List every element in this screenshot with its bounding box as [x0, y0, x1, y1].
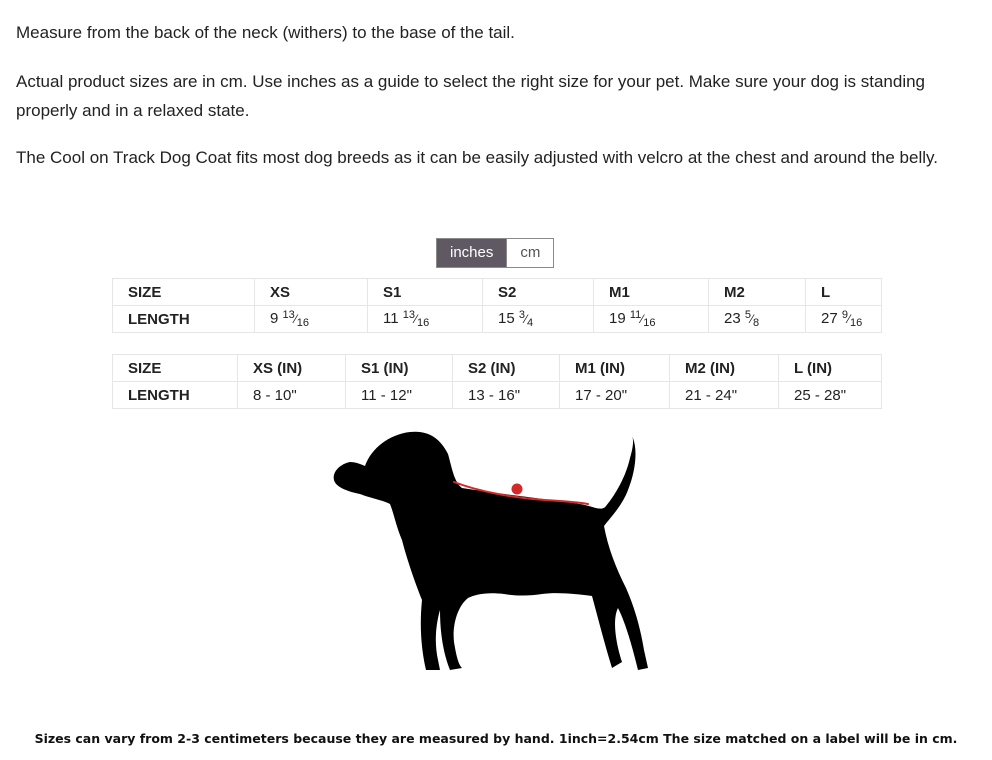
- fraction-denominator: 16: [296, 317, 310, 329]
- size-header: SIZE: [113, 279, 255, 306]
- length-fraction: $^{13}⁄_{16}$: [402, 309, 430, 329]
- length-fraction: $^5⁄_8$: [744, 309, 760, 329]
- length-cell: [594, 306, 709, 333]
- size-m1: M1: [594, 279, 709, 306]
- unit-toggle: [436, 238, 554, 268]
- fraction-denominator: 8: [753, 317, 760, 329]
- dog-measurement-illustration: [330, 428, 660, 673]
- fraction-denominator: 16: [417, 317, 430, 329]
- cm-button[interactable]: cm: [506, 239, 553, 267]
- range-cell: 8 - 10": [238, 382, 346, 409]
- length-whole: 19: [609, 310, 626, 327]
- length-fraction: $^9⁄_{16}$: [841, 309, 863, 329]
- length-cell: [368, 306, 483, 333]
- length-fraction: $^3⁄_4$: [518, 309, 534, 329]
- length-whole: 15: [498, 310, 515, 327]
- length-whole: 11: [383, 310, 399, 327]
- size-xs-in: XS (IN): [238, 355, 346, 382]
- range-cell: 13 - 16": [453, 382, 560, 409]
- length-whole: 27: [821, 310, 838, 327]
- size-xs: XS: [255, 279, 368, 306]
- fraction-numerator: 5: [744, 309, 751, 321]
- inches-button[interactable]: inches: [437, 239, 506, 267]
- range-cell: 17 - 20": [560, 382, 670, 409]
- size-m2: M2: [709, 279, 806, 306]
- size-m2-in: M2 (IN): [670, 355, 779, 382]
- withers-marker: [512, 484, 523, 495]
- length-label: LENGTH: [113, 382, 238, 409]
- footnote: Sizes can vary from 2-3 centimeters because they are measured by hand. 1inch=2.54cm The size matched on a label will be in cm.: [34, 731, 958, 746]
- fraction-denominator: 4: [527, 317, 534, 329]
- fraction-denominator: 16: [643, 317, 656, 329]
- length-fraction: $^{13}⁄_{16}$: [282, 309, 310, 329]
- fraction-numerator: 11: [629, 309, 642, 321]
- table-header-row: [113, 279, 882, 306]
- length-cell: [709, 306, 806, 333]
- length-whole: 23: [724, 310, 741, 327]
- length-fraction: $^{11}⁄_{16}$: [629, 309, 656, 329]
- intro-sizing-note: Actual product sizes are in cm. Use inches as a guide to select the right size for your pet. Make sure your dog is standing properly and in a relaxed state.: [16, 72, 926, 120]
- length-cell: [255, 306, 368, 333]
- size-s2-in: S2 (IN): [453, 355, 560, 382]
- length-row: [113, 306, 882, 333]
- size-s1: S1: [368, 279, 483, 306]
- table-header-row: [113, 355, 882, 382]
- dog-silhouette: [334, 432, 648, 670]
- length-cell: [806, 306, 882, 333]
- length-row: [113, 382, 882, 409]
- product-size-table: [112, 278, 882, 333]
- size-s1-in: S1 (IN): [346, 355, 453, 382]
- size-m1-in: M1 (IN): [560, 355, 670, 382]
- size-s2: S2: [483, 279, 594, 306]
- fraction-numerator: 3: [518, 309, 525, 321]
- intro-withers: Measure from the back of the neck (withers) to the base of the tail.: [16, 23, 515, 42]
- size-l-in: L (IN): [779, 355, 882, 382]
- size-header: SIZE: [113, 355, 238, 382]
- length-cell: [483, 306, 594, 333]
- fraction-numerator: 13: [282, 309, 295, 321]
- inch-guide-table: [112, 354, 882, 409]
- fraction-denominator: 16: [850, 317, 863, 329]
- intro-fit-note: The Cool on Track Dog Coat fits most dog breeds as it can be easily adjusted with velcro at the chest and around the belly.: [16, 148, 938, 167]
- size-l: L: [806, 279, 882, 306]
- fraction-numerator: 13: [402, 309, 415, 321]
- length-whole: 9: [270, 310, 279, 327]
- length-label: LENGTH: [113, 306, 255, 333]
- fraction-numerator: 9: [841, 309, 848, 321]
- range-cell: 21 - 24": [670, 382, 779, 409]
- range-cell: 11 - 12": [346, 382, 453, 409]
- range-cell: 25 - 28": [779, 382, 882, 409]
